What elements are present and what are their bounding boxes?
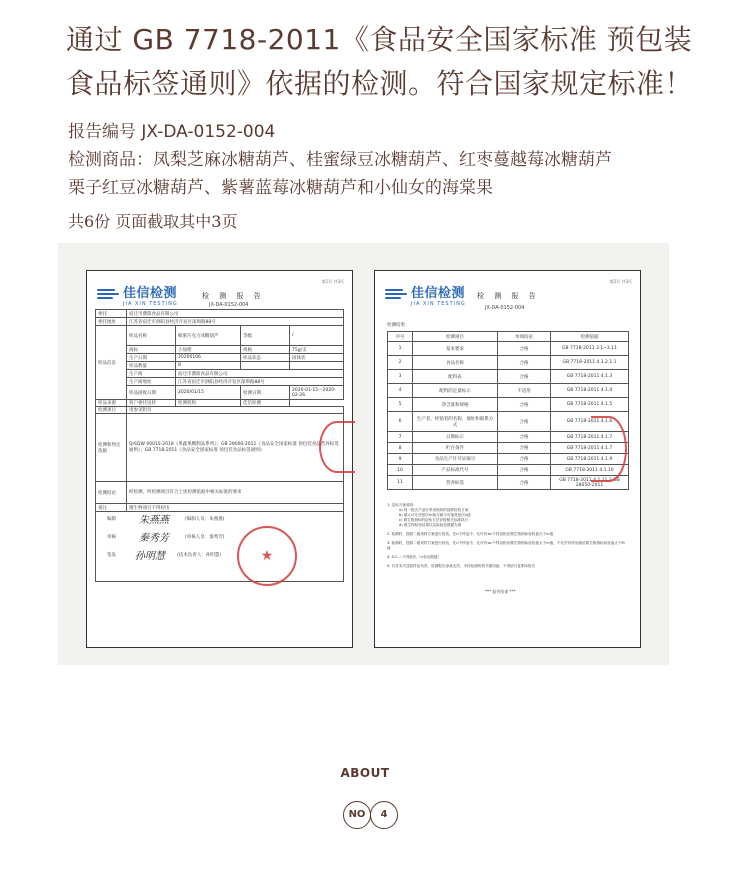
cell-label: 样品接收日期 (127, 386, 176, 400)
official-stamp: ★ (237, 526, 297, 586)
logo-text: 佳信检测 (123, 286, 178, 301)
table-cell: GB 7718-2011 3.1~3.11 (551, 342, 629, 356)
page-number: 第2页 共3页 (609, 279, 632, 284)
cell-label (241, 362, 290, 370)
sign-approve-label: 签发 (107, 553, 116, 558)
note-line: c) 微生物指标的检验方法应按相关标准执行 (399, 518, 469, 522)
note-line: b) 最大可允许批次m值与最小可接受批次n值 (399, 513, 471, 517)
logo (385, 287, 466, 307)
table-cell: GB 7718-2011 4.1.5 (551, 398, 629, 412)
cell-value: 客户委托送样 (127, 400, 176, 407)
report-page-1 (86, 270, 353, 648)
products-line-2: 栗子红豆冰糖葫芦、紫薯蓝莓冰糖葫芦和小仙女的海棠果 (68, 178, 493, 198)
table-cell: 合格 (498, 412, 551, 432)
table-cell: 日期标示 (413, 432, 498, 443)
table-cell: 食品名称 (413, 356, 498, 370)
table-cell: 合格 (498, 356, 551, 370)
cell-value: 蜂蜜巧克力冰糖葫芦 (176, 326, 241, 346)
cell-label: 样品信息 (96, 326, 127, 400)
table-cell: 合格 (498, 398, 551, 412)
seam-stamp (591, 416, 627, 482)
logo-icon (385, 287, 407, 303)
cell-label: 检测结论 (96, 482, 127, 504)
table-cell: 5 (388, 398, 413, 412)
table-cell: 合格 (498, 476, 551, 490)
cell-value: 江苏省宿迁市泗阳县经济开发区深圳路88号 (127, 318, 344, 326)
products-line-1: 检测商品：凤梨芝麻冰糖葫芦、桂蜜绿豆冰糖葫芦、红枣蔓越莓冰糖葫芦 (68, 150, 612, 170)
cell-value (290, 362, 344, 370)
cell-label: 生产日期 (127, 354, 176, 362)
table-cell: 3 (388, 370, 413, 384)
cell-label: 检测和判定依据 (96, 414, 127, 482)
cell-value: 江苏省宿迁市泗阳县经济开发区深圳路88号 (176, 378, 344, 386)
cell-label: 样品数量 (127, 362, 176, 370)
number-label: NO (343, 801, 371, 829)
header-cell: 单项结论 (498, 332, 551, 342)
table-cell: 合格 (498, 432, 551, 443)
section-number (343, 801, 403, 831)
table-cell: 贮存条件 (413, 443, 498, 454)
cell-value: 请参见附页 (127, 407, 344, 414)
table-cell: 配料的定量标示 (413, 384, 498, 398)
cell-label: 委托 (96, 310, 127, 318)
report-title: 检 测 报 告 (202, 292, 265, 300)
logo (97, 287, 178, 307)
sign-approve-name: (技术负责人：孙明慧) (177, 553, 222, 558)
cell-value: 8 (176, 362, 241, 370)
note-line: a) 同一批次产品应采用相同的抽样检验方案 (399, 508, 469, 512)
cell-label: 商标 (127, 346, 176, 354)
cell-value: 20200106 (176, 354, 241, 362)
note-line: 3. 检测时，按照二级采样方案进行检验，在n个样品中，允许有≤c个样品相应微生物指标检验值大于m值，不允许有样品相应微生物指标检验值大于M值 (387, 541, 625, 550)
cell-value: 2020-01-15～2020-02-26 (290, 386, 344, 400)
table-cell: 合格 (498, 454, 551, 465)
page-count: 共6份 页面截取其中3页 (68, 212, 238, 231)
table-cell: 2 (388, 356, 413, 370)
cell-label: 等级 (241, 326, 290, 346)
about-label: ABOUT (340, 766, 390, 780)
note-line: 4. S.C.＝不得检出（<检出限值） (387, 555, 442, 559)
report-info (68, 118, 688, 236)
table-cell: 营养标签 (413, 476, 498, 490)
note-line: d) 微生物检验结果以实际检验数据为准 (399, 523, 462, 527)
cell-value: 2020/01/15 (176, 386, 241, 400)
table-cell: GB 7718-2011 4.1.2.1.1 (551, 356, 629, 370)
report-end-mark: *** 报告结束 *** (485, 589, 516, 594)
table-cell: 不适用 (498, 384, 551, 398)
cell-value: 75g/支 (290, 346, 344, 354)
table-cell: GB 7718-2011 4.1.4 (551, 384, 629, 398)
cell-label: 检测日期 (241, 386, 290, 400)
table-cell: 合格 (498, 342, 551, 356)
table-cell: 8 (388, 443, 413, 454)
signature-2: 秦秀芳 (139, 533, 169, 544)
cell-value: 宿迁市濮阳食品有限公司 (176, 370, 344, 378)
table-cell: 合格 (498, 443, 551, 454)
table-cell: 10 (388, 465, 413, 476)
table-cell: 基本要求 (413, 342, 498, 356)
logo-icon (97, 287, 119, 303)
header-cell: 检测依据 (551, 332, 629, 342)
table-cell: GB 7718-2011 4.1.9 (551, 454, 629, 465)
cell-label: 委托地址 (96, 318, 127, 326)
signature-1: 朱燕燕 (139, 515, 169, 526)
table-cell: 4 (388, 384, 413, 398)
logo-subtext: JIA XIN TESTING (123, 301, 178, 307)
table-cell: 9 (388, 454, 413, 465)
seam-stamp (319, 421, 355, 473)
number-value: 4 (370, 801, 398, 829)
table-cell: GB 7718-2011 4.1.7 (551, 432, 629, 443)
table-cell: 配料表 (413, 370, 498, 384)
table-cell: 11 (388, 476, 413, 490)
report-page-2 (374, 270, 641, 648)
cell-label: 生产商 (127, 370, 176, 378)
cell-label: 检测项目 (96, 407, 127, 414)
cell-value: 佳信检测 (241, 400, 290, 407)
note-line: 2. 检测时，按照二级采样方案进行检验，在n个样品中，允许有≤c个样品相应微生物指标检验值大于m值 (387, 532, 554, 536)
report-number: 报告编号 JX-DA-0152-004 (68, 122, 276, 142)
note-line: 1. 定标方案说明： (387, 503, 417, 507)
logo-subtext: JIA XIN TESTING (411, 301, 466, 307)
table-cell: GB 7718-2011 4.1.10 (551, 465, 629, 476)
cell-label: 生产商地址 (127, 378, 176, 386)
table-cell: 产品标准代号 (413, 465, 498, 476)
results-title: 检测结果： (387, 323, 410, 328)
table-cell: 生产者、经销者的名称、地址和联系方式 (413, 412, 498, 432)
cell-label: 样品名称 (127, 326, 176, 346)
table-cell: 7 (388, 432, 413, 443)
sign-review-name: (审核人员：秦秀芳) (185, 535, 225, 540)
cell-label: 备注 (96, 504, 127, 512)
report-table (95, 309, 344, 582)
cell-label: 样品状态 (241, 354, 290, 362)
cell-label: 规格 (241, 346, 290, 354)
note-line: 5. 仅对本次送检样品负责，检测报告涂改无效，未经检测机构书面同意，不得部分复制本报告 (387, 564, 536, 568)
table-cell: 净含量和规格 (413, 398, 498, 412)
header-cell: 检测项目 (413, 332, 498, 342)
table-cell: 合格 (498, 465, 551, 476)
sign-edit-label: 编制 (107, 517, 116, 522)
sign-edit-name: (编制人员：朱燕燕) (185, 517, 225, 522)
table-cell: GB 7718-2011 4.1.6 (551, 412, 629, 432)
cell-value: 经检测，所检测项目符合上述检测依据中相关标准的要求 (127, 482, 344, 504)
report-title: 检 测 报 告 (477, 292, 540, 300)
cell-label: 检测机构 (176, 400, 241, 407)
cell-value: 微生物项目不得检出 (127, 504, 344, 512)
table-cell: 6 (388, 412, 413, 432)
table-cell: 合格 (498, 370, 551, 384)
headline-line-1: 通过 GB 7718-2011《食品安全国家标准 预包装 (66, 23, 693, 56)
cell-value: Q/SQW 0001S-2018《果蔬果糖制品系列》；GB 29000-2011《食品安全国家标准 预包装食品营养标签通则》；GB 7718-2011《食品安全国家标准 预包装食品标签通则》 (127, 414, 344, 482)
notes (387, 503, 627, 569)
cell-value: 宿迁市濮阳食品有限公司 (127, 310, 344, 318)
header-cell: 序号 (388, 332, 413, 342)
report-id: JX-DA-0152-004 (485, 305, 525, 311)
logo-text: 佳信检测 (411, 286, 466, 301)
signature-3: 孙明慧 (135, 551, 165, 562)
headline (66, 18, 694, 106)
sign-review-label: 审核 (107, 535, 116, 540)
table-cell: GB 7718-2011 4.1.3 (551, 370, 629, 384)
cell-value: / (290, 326, 344, 346)
cell-value: 小仙理 (176, 346, 241, 354)
table-cell: 食品生产许可证编号 (413, 454, 498, 465)
table-cell: GB 7718-2011 4.1.7 (551, 443, 629, 454)
table-cell: GB 7718-2011 4.1.11.3 GB 28050-2011 (551, 476, 629, 490)
report-id: JX-DA-0152-004 (209, 302, 249, 308)
headline-line-2: 食品标签通则》依据的检测。符合国家规定标准！ (66, 67, 694, 100)
cell-value: 固体状 (290, 354, 344, 362)
page-number: 第1页 共3页 (321, 279, 344, 284)
table-cell: 1 (388, 342, 413, 356)
cell-label: 样品来源 (96, 400, 127, 407)
